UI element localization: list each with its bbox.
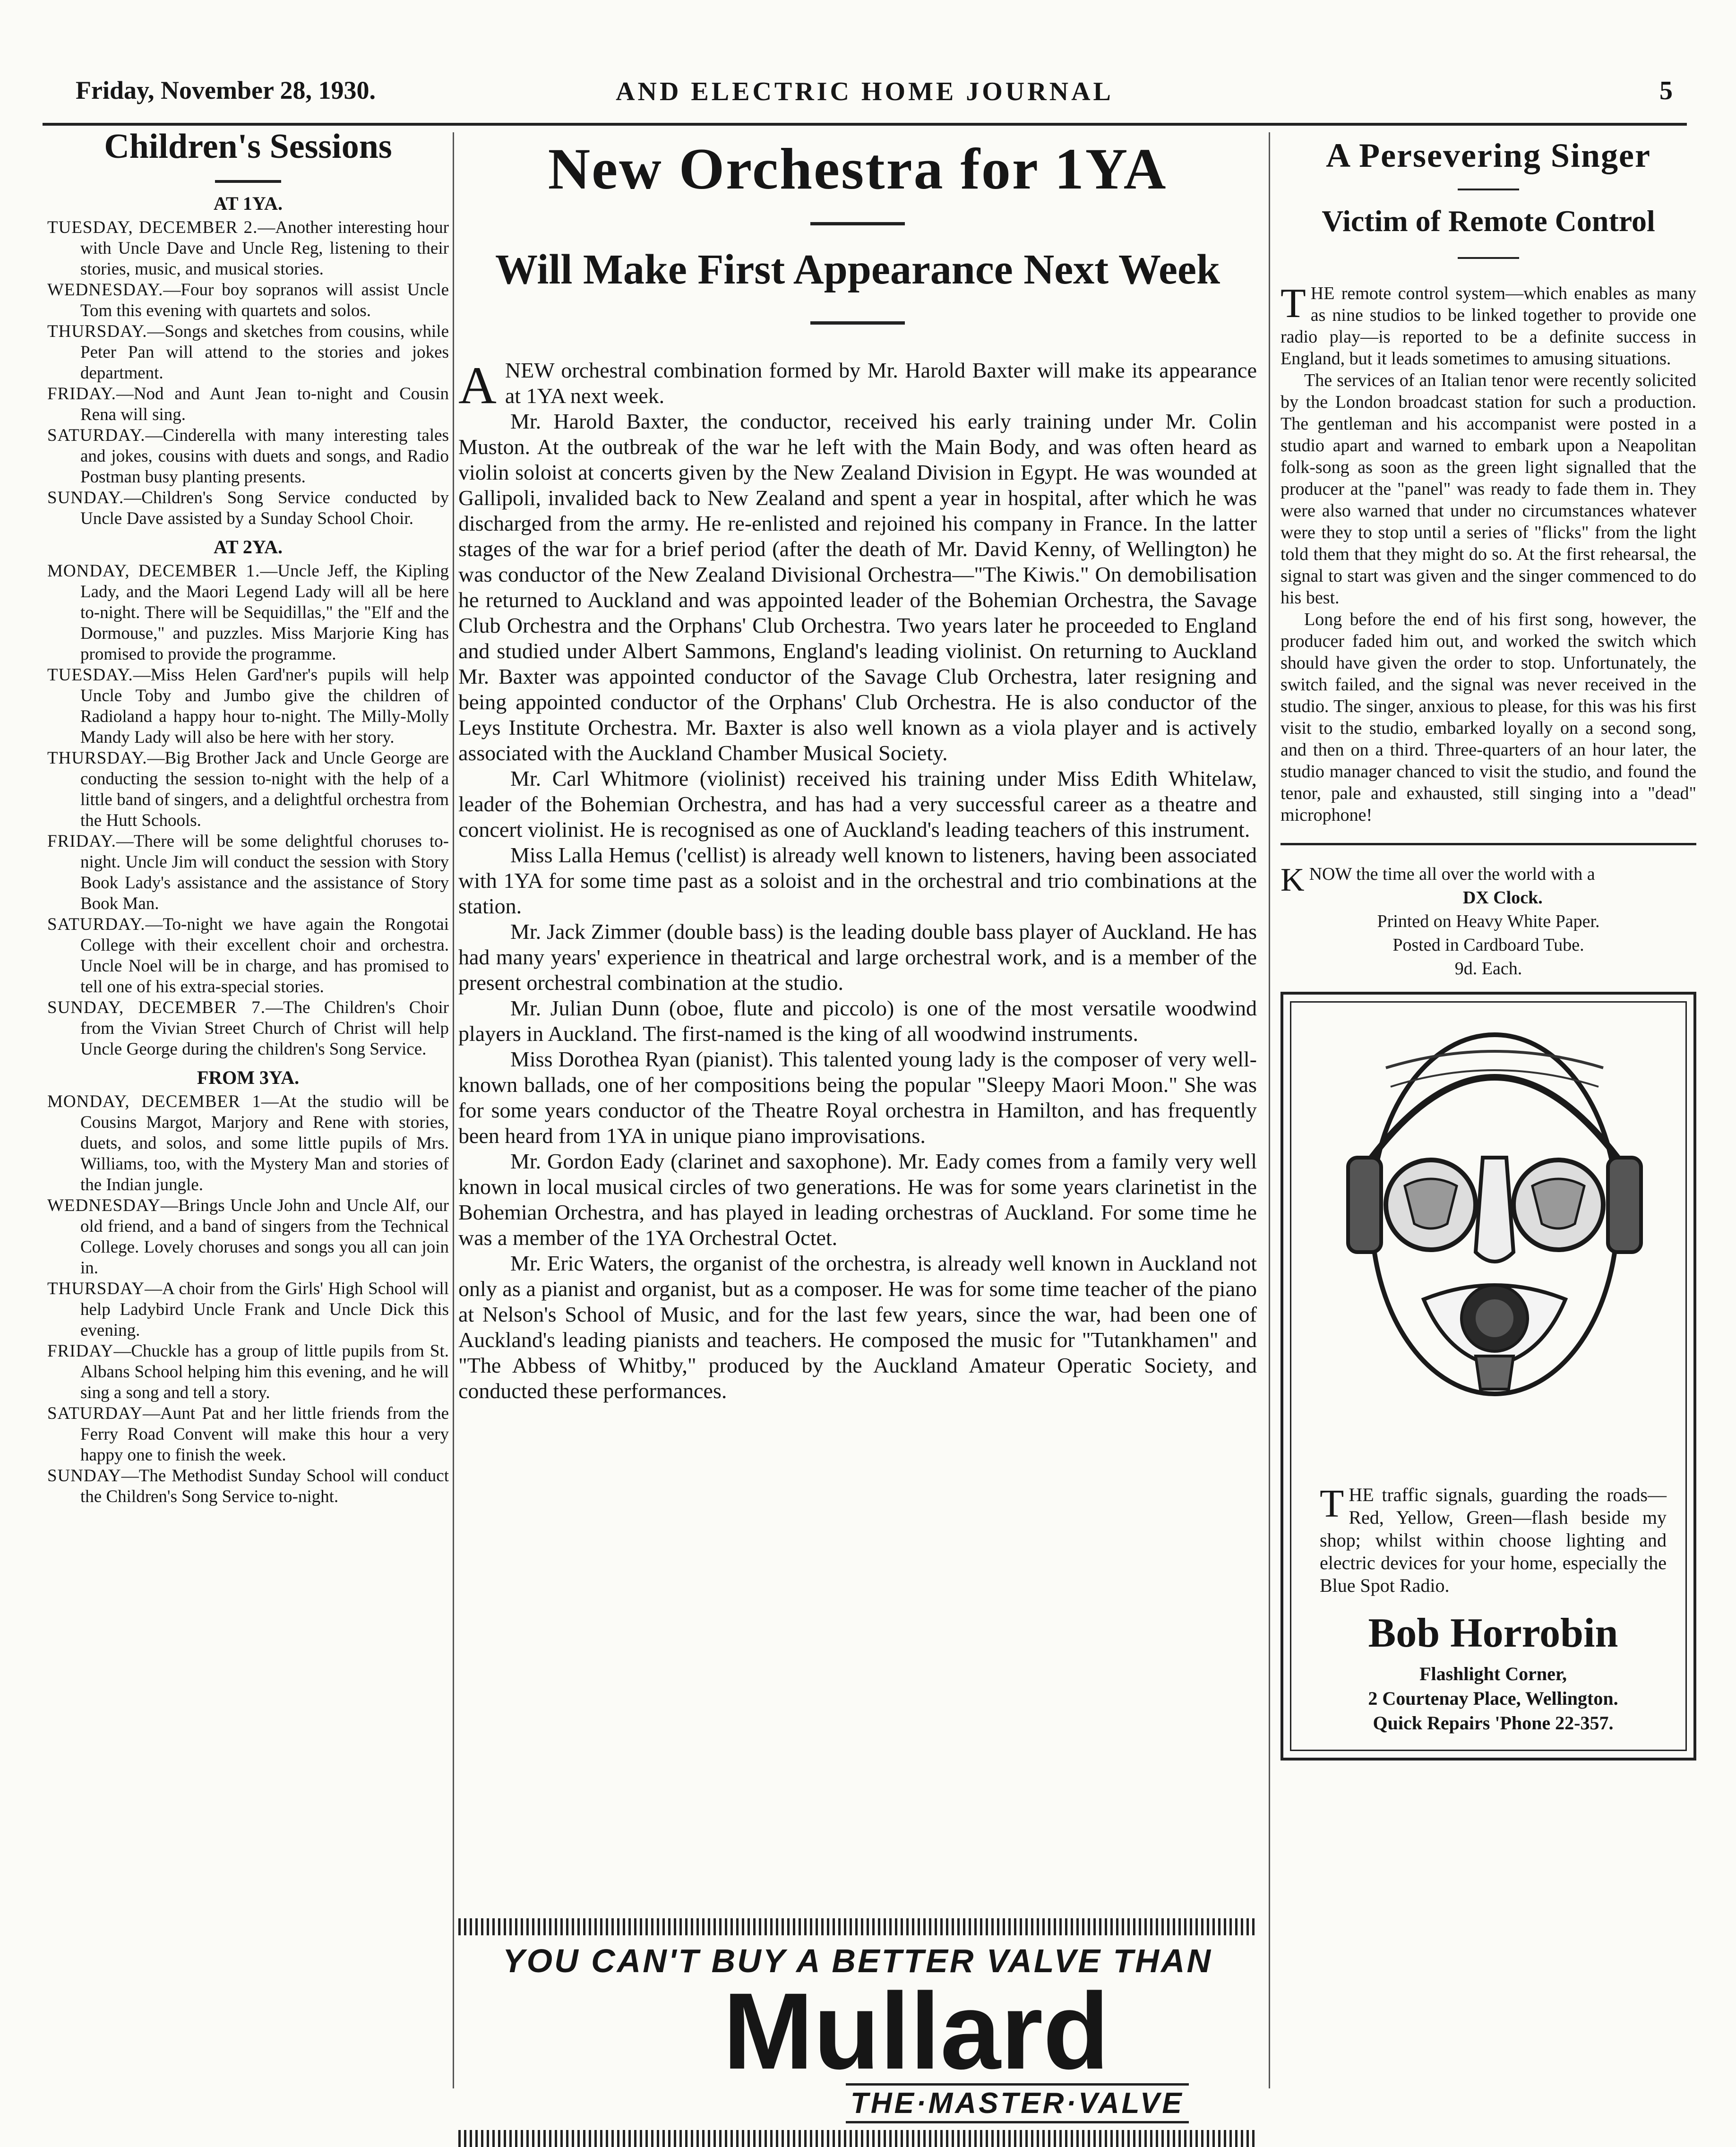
article-title: A Persevering Singer <box>1326 137 1651 174</box>
column-divider <box>1269 132 1270 2088</box>
station-heading: AT 1YA. <box>214 193 283 215</box>
article-paragraph: Mr. Gordon Eady (clarinet and saxophone). Mr. Eady comes from a family very well known in local musical circles of two generations. He was for some years clarinetist in the Bohemian Orchestra, and has played in leading orchestras of Auckland. For some time he was a member of the 1YA Orchestral Octet. <box>458 1149 1257 1250</box>
session-entry <box>47 665 449 748</box>
session-entry <box>47 1341 449 1403</box>
session-description: —The Children's Choir from the Vivian Street Church of Christ will help Uncle George during the children's Song Service. <box>80 998 449 1059</box>
session-day: MONDAY, DECEMBER 1 <box>47 1092 261 1112</box>
station-heading: AT 2YA. <box>214 536 283 558</box>
article-paragraph: Mr. Jack Zimmer (double bass) is the leading double bass player of Auckland. He has had many years' experience in theatrical and large orchestral work, and is a member of the present orchestral combination at the studio. <box>458 919 1257 995</box>
session-entry <box>47 280 449 321</box>
session-day: THURSDAY. <box>47 748 147 768</box>
article-lead <box>1281 280 1696 369</box>
session-entry <box>47 425 449 488</box>
drop-cap: A <box>458 356 497 415</box>
ad-brand: Mullard <box>723 1970 1109 2092</box>
article-subhead: Will Make First Appearance Next Week <box>495 246 1220 293</box>
drop-cap: T <box>1320 1481 1344 1526</box>
session-description: —Chuckle has a group of little pupils from St. Albans School helping him this evening, and he will sing a song and tell a story. <box>80 1341 449 1403</box>
session-day: SUNDAY, DECEMBER 7. <box>47 998 266 1018</box>
childrens-sessions-column <box>47 128 449 1507</box>
ad-slogan: YOU CAN'T BUY A BETTER VALVE THAN <box>502 1942 1213 1979</box>
session-day: SUNDAY. <box>47 488 124 508</box>
section-title: Children's Sessions <box>104 127 392 166</box>
column-divider <box>453 132 454 2088</box>
session-description: —Nod and Aunt Jean to-night and Cousin Rena will sing. <box>80 384 449 425</box>
dx-price: 9d. Each. <box>1454 958 1522 979</box>
session-day: MONDAY, DECEMBER 1. <box>47 561 260 581</box>
session-entry <box>47 914 449 997</box>
session-entry <box>47 321 449 384</box>
lead-text: NEW orchestral combination formed by Mr. Harold Baxter will make its appearance at 1YA next week. <box>505 358 1257 408</box>
session-day: SATURDAY. <box>47 426 146 446</box>
session-description: —Cinderella with many interesting tales and jokes, cousins with duets and songs, and Radio Postman busy planting presents. <box>80 426 449 487</box>
divider <box>810 222 905 225</box>
article-paragraph: The services of an Italian tenor were recently solicited by the London broadcast station for such a production. The gentleman and his accompanist were posted in a studio apart and warned to embark upon a Neapolitan folk-song as soon as the green light signalled that the producer at the "panel" was ready to fade them in. They were also warned that under no circumstances whatever were they to stop until a series of "flicks" from the light told them that they might do so. At the first rehearsal, the signal to start was given and the singer commenced to do his best. <box>1281 370 1696 608</box>
article-paragraph: Long before the end of his first song, however, the producer faded him out, and worked the switch which should have given the order to stop. Unfortunately, the switch failed, and the signal was never received in the studio. The singer, anxious to please, for this was his first visit to the studio, embarked loyally on a second song, and then on a third. Three-quarters of an hour later, the studio manager chanced to visit the studio, and found the tenor, pale and exhausted, still singing into a "dead" microphone! <box>1281 609 1696 825</box>
article-paragraph: Mr. Harold Baxter, the conductor, received his early training under Mr. Colin Muston. At the outbreak of the war he left with the Main Body, and was often heard as violin soloist at concerts given by the New Zealand Division in Egypt. He was wounded at Gallipoli, invalided back to New Zealand and spent a year in hospital, after which he was discharged from the army. He re-enlisted and rejoined his company in France. In the latter stages of the war for a brief period (after the death of Mr. David Kenny, of Wellington) he was conductor of the New Zealand Divisional Orchestra—"The Kiwis." On demobilisation he returned to Auckland and was appointed leader of the Bohemian Orchestra, the Savage Club Orchestra and the Orphans' Club Orchestra. Two years later he proceeded to England and studied under Albert Sammons, England's leading violinist. On returning to Auckland Mr. Baxter was appointed conductor of the Savage Club Orchestra, later resigning and being appointed conductor of the Orphans' Club Orchestra. He is also conductor of the Leys Institute Orchestra. Mr. Baxter is also well known as a viola player and is actively associated with the Auckland Chamber Musical Society. <box>458 409 1257 765</box>
mullard-advertisement <box>458 1918 1257 2147</box>
session-day: FRIDAY. <box>47 832 116 851</box>
stations-list <box>47 192 449 1507</box>
drop-cap: K <box>1281 861 1305 898</box>
session-entry <box>47 1195 449 1279</box>
article-subtitle: Victim of Remote Control <box>1322 204 1655 238</box>
orchestra-article <box>458 128 1257 2120</box>
singer-article-column <box>1281 128 1696 1761</box>
dx-clock-advertisement <box>1281 862 1696 980</box>
session-day: WEDNESDAY. <box>47 280 163 300</box>
article-paragraph: Mr. Julian Dunn (oboe, flute and piccolo) is one of the most versatile woodwind players in Auckland. The first-named is the king of all woodwind instruments. <box>458 996 1257 1046</box>
session-entry <box>47 1466 449 1507</box>
article-paragraph: Mr. Eric Waters, the organist of the orchestra, is already well known in Auckland not only as a pianist and organist, but as a composer. He was for some time teacher of the piano at Nelson's School of Music, and for the last few years, since the war, had been one of Auckland's leading pianists and teachers. He composed the music for "Tutankhamen" and "The Abbess of Whitby," produced by the Auckland Amateur Operatic Society, and conducted these performances. <box>458 1251 1257 1403</box>
drop-cap: T <box>1281 280 1306 326</box>
article-body <box>458 409 1257 1404</box>
article-paragraph: Miss Dorothea Ryan (pianist). This talented young lady is the composer of very well-known ballads, one of her compositions being the popular "Sleepy Maori Moon." She was for some years conductor of the Theatre Royal orchestra in Hamilton, and has frequently been heard from 1YA in unique piano improvisations. <box>458 1047 1257 1148</box>
session-day: THURSDAY. <box>47 322 147 342</box>
article-paragraph: Miss Lalla Hemus ('cellist) is already well known to listeners, having been associated with 1YA for some time past as a soloist and in the orchestral and trio combinations at the station. <box>458 843 1257 919</box>
article-lead <box>458 356 1257 415</box>
session-entry <box>47 384 449 425</box>
session-entry <box>47 997 449 1060</box>
dx-product-name: DX Clock. <box>1462 887 1543 908</box>
session-entry <box>47 561 449 665</box>
bob-ad-text <box>1320 1481 1667 1597</box>
business-location: Flashlight Corner, <box>1419 1663 1567 1684</box>
bob-horrobin-advertisement <box>1281 992 1696 1761</box>
divider <box>1458 257 1519 259</box>
divider <box>215 180 281 183</box>
session-entry <box>47 1091 449 1195</box>
session-description: —Aunt Pat and her little friends from the Ferry Road Convent will make this hour a very happy one to finish the week. <box>80 1404 449 1465</box>
session-description: —A choir from the Girls' High School will help Ladybird Uncle Frank and Uncle Dick this evening. <box>80 1279 449 1340</box>
page-header <box>43 71 1687 126</box>
session-entry <box>47 217 449 280</box>
session-day: WEDNESDAY <box>47 1196 161 1216</box>
ad-border-bottom <box>458 2130 1257 2147</box>
session-description: —Brings Uncle John and Uncle Alf, our old friend, and a band of singers from the Technical College. Lovely choruses and songs you all can join in. <box>80 1196 449 1278</box>
dx-lead-text: NOW the time all over the world with a <box>1309 864 1595 884</box>
session-day: TUESDAY. <box>47 665 133 685</box>
headphone-face-illustration <box>1320 1016 1669 1469</box>
session-day: SATURDAY <box>47 1404 143 1424</box>
session-description: —Uncle Jeff, the Kipling Lady, and the Maori Legend Lady will all be here to-night. There will be Sequidillas," the "Elf and the Dormouse," and puzzles. Miss Marjorie King has promised to provide the programme. <box>80 561 449 664</box>
session-entry <box>47 1279 449 1341</box>
dx-detail-1: Printed on Heavy White Paper. <box>1377 911 1600 931</box>
session-description: —To-night we have again the Rongotai College with their excellent choir and orchestra. Uncle Noel will be in charge, and has promised to tell one of his extra-special stories. <box>80 915 449 997</box>
session-description: —Big Brother Jack and Uncle George are conducting the session to-night with the help of a little band of singers, and a delightful orchestra from the Hutt Schools. <box>80 748 449 831</box>
lead-text: HE remote control system—which enables as many as nine studios to be linked together to provide one radio play—is reported to be a definite success in England, but it leads sometimes to amusing situations. <box>1281 283 1696 369</box>
divider <box>1281 843 1696 845</box>
ad-border-top <box>458 1918 1257 1935</box>
header-page-number: 5 <box>1659 76 1673 105</box>
ad-inner-frame <box>1290 1001 1687 1751</box>
ad-tagline: THE·MASTER·VALVE <box>846 2083 1189 2123</box>
session-day: SATURDAY. <box>47 915 146 935</box>
session-description: —Children's Song Service conducted by Uncle Dave assisted by a Sunday School Choir. <box>80 488 449 529</box>
session-description: —Another interesting hour with Uncle Dave and Uncle Reg, listening to their stories, music, and musical stories. <box>80 218 449 279</box>
session-entry <box>47 488 449 529</box>
dx-detail-2: Posted in Cardboard Tube. <box>1392 935 1584 955</box>
session-description: —There will be some delightful choruses to-night. Uncle Jim will conduct the session with Story Book Lady's assistance and the assistance of Story Book Man. <box>80 832 449 914</box>
session-entry <box>47 748 449 831</box>
business-phone: Quick Repairs 'Phone 22-357. <box>1373 1712 1614 1734</box>
article-paragraph: Mr. Carl Whitmore (violinist) received his training under Miss Edith Whitelaw, leader of the Bohemian Orchestra, and has had a very successful career as a theatre and concert violinist. He is recognised as one of Auckland's leading teachers of this instrument. <box>458 766 1257 842</box>
divider <box>810 321 905 325</box>
session-day: TUESDAY, DECEMBER 2. <box>47 218 258 238</box>
station-heading: FROM 3YA. <box>197 1067 300 1089</box>
header-title: AND ELECTRIC HOME JOURNAL <box>616 77 1114 106</box>
session-day: SUNDAY <box>47 1466 121 1486</box>
bob-ad-body: HE traffic signals, guarding the roads—Red, Yellow, Green—flash beside my shop; whilst within choose lighting and electric devices for your home, especially the Blue Spot Radio. <box>1320 1484 1667 1596</box>
divider <box>1458 189 1519 190</box>
session-description: —Songs and sketches from cousins, while Peter Pan will attend to the stories and jokes department. <box>80 322 449 383</box>
session-entry <box>47 831 449 914</box>
session-entry <box>47 1403 449 1466</box>
business-address: 2 Courtenay Place, Wellington. <box>1368 1687 1618 1709</box>
business-name: Bob Horrobin <box>1368 1610 1618 1656</box>
session-description: —Miss Helen Gard'ner's pupils will help Uncle Toby and Jumbo give the children of Radioland a happy hour to-night. The Milly-Molly Mandy Lady will also be here with her story. <box>80 665 449 747</box>
article-headline: New Orchestra for 1YA <box>548 137 1168 201</box>
session-day: THURSDAY <box>47 1279 145 1299</box>
article-body <box>1281 369 1696 826</box>
header-date: Friday, November 28, 1930. <box>76 76 376 104</box>
session-day: FRIDAY <box>47 1341 114 1361</box>
session-description: —Four boy sopranos will assist Uncle Tom this evening with quartets and solos. <box>80 280 449 321</box>
session-description: —The Methodist Sunday School will conduct the Children's Song Service to-night. <box>80 1466 449 1507</box>
session-description: —At the studio will be Cousins Margot, Marjory and Rene with stories, duets, and solos, and some little pupils of Mrs. Williams, too, with the Mystery Man and stories of the Indian jungle. <box>80 1092 449 1195</box>
session-day: FRIDAY. <box>47 384 116 404</box>
